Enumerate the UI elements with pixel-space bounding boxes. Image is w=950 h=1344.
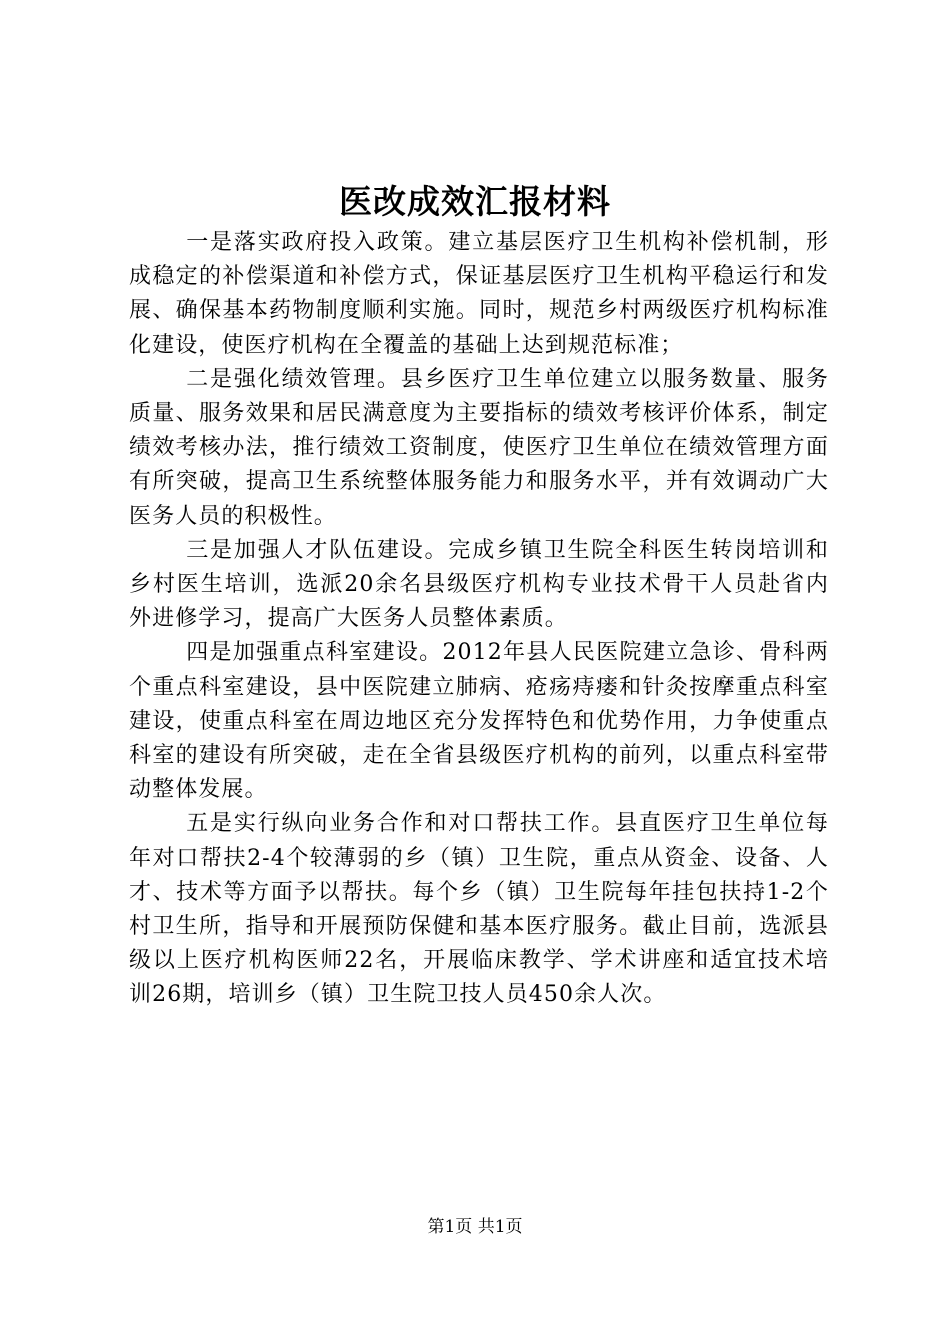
page-footer: 第1页 共1页 bbox=[427, 1217, 523, 1237]
paragraph-3: 三是加强人才队伍建设。完成乡镇卫生院全科医生转岗培训和乡村医生培训，选派20余名县级医疗机构专业技术骨干人员赴省内外进修学习，提高广大医务人员整体素质。 bbox=[129, 537, 829, 632]
paragraph-5: 五是实行纵向业务合作和对口帮扶工作。县直医疗卫生单位每年对口帮扶2-4个较薄弱的乡（镇）卫生院，重点从资金、设备、人才、技术等方面予以帮扶。每个乡（镇）卫生院每年挂包扶持1-2个村卫生所，指导和开展预防保健和基本医疗服务。截止目前，选派县级以上医疗机构医师22名，开展临床教学、学术讲座和适宜技术培训26期，培训乡（镇）卫生院卫技人员450余人次。 bbox=[129, 811, 829, 1008]
paragraph-1: 一是落实政府投入政策。建立基层医疗卫生机构补偿机制，形成稳定的补偿渠道和补偿方式，保证基层医疗卫生机构平稳运行和发展、确保基本药物制度顺利实施。同时，规范乡村两级医疗机构标准化建设，使医疗机构在全覆盖的基础上达到规范标准； bbox=[129, 230, 829, 358]
paragraph-4: 四是加强重点科室建设。2012年县人民医院建立急诊、骨科两个重点科室建设，县中医院建立肺病、疮疡痔瘘和针灸按摩重点科室建设，使重点科室在周边地区充分发挥特色和优势作用，力争使重点科室的建设有所突破，走在全省县级医疗机构的前列，以重点科室带动整体发展。 bbox=[129, 640, 829, 803]
document-body bbox=[129, 226, 829, 1013]
paragraph-2: 二是强化绩效管理。县乡医疗卫生单位建立以服务数量、服务质量、服务效果和居民满意度为主要指标的绩效考核评价体系，制定绩效考核办法，推行绩效工资制度，使医疗卫生单位在绩效管理方面有所突破，提高卫生系统整体服务能力和服务水平，并有效调动广大医务人员的积极性。 bbox=[129, 366, 829, 529]
document-title: 医改成效汇报材料 bbox=[339, 182, 611, 221]
